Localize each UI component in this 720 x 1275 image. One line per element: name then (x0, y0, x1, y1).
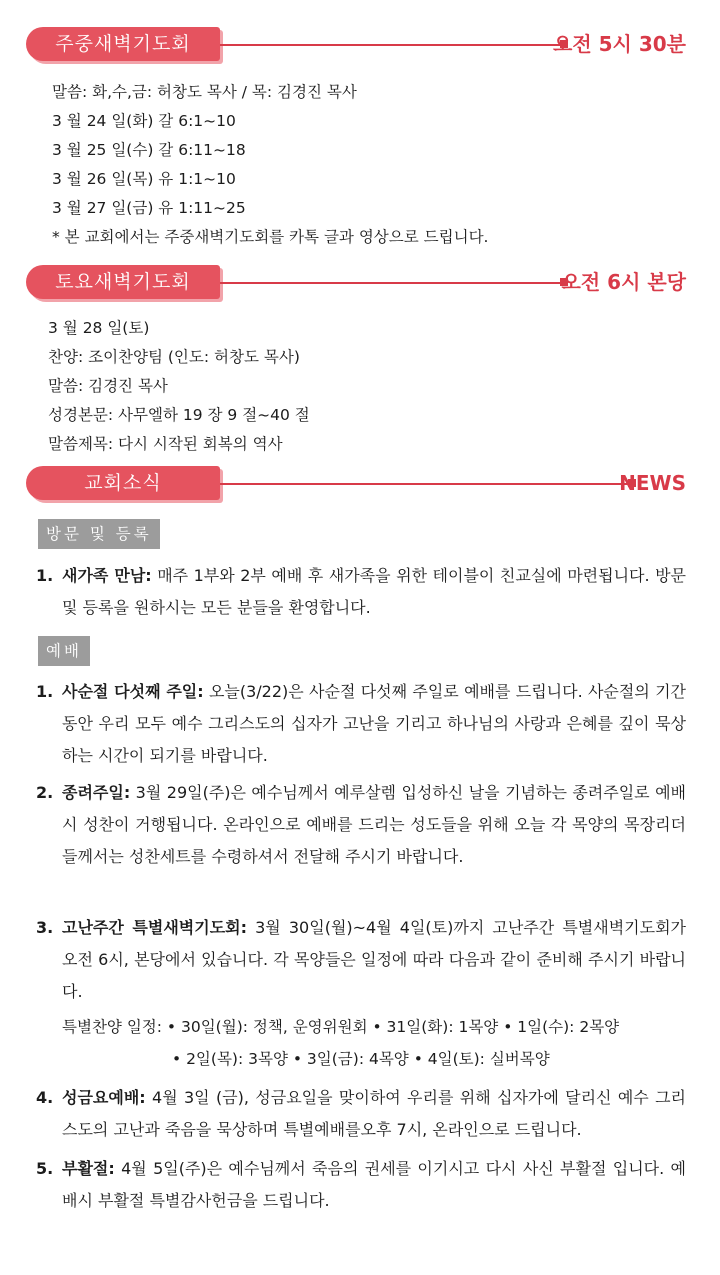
saturday-prayer-title: 토요새벽기도회 (26, 265, 220, 299)
item-lead: 고난주간 특별새벽기도회: (62, 918, 248, 937)
weekday-line: 3 월 26 일(목) 유 1:1~10 (52, 170, 236, 188)
news-item-holy-week-prayer (36, 912, 686, 1008)
saturday-line: 3 월 28 일(토) (48, 319, 150, 337)
item-number: 3. (36, 918, 54, 937)
item-text: 오늘(3/22)은 사순절 다섯째 주일로 예배를 드립니다. 사순절의 기간 동안 우리 모두 예수 그리스도의 십자가 고난을 기리고 하나님의 사랑과 은혜를 깊이 묵상하는 시간이 되기를 바랍니다. (62, 682, 687, 765)
item-lead: 부활절: (62, 1159, 115, 1178)
church-news-title: 교회소식 (26, 466, 220, 500)
item-number: 2. (36, 783, 54, 802)
news-item-palm-sunday (36, 777, 686, 873)
header-rule (220, 282, 560, 284)
item-text: 3월 29일(주)은 예수님께서 예루살렘 입성하신 날을 기념하는 종려주일로 예배 시 성찬이 거행됩니다. 온라인으로 예배를 드리는 성도들을 위해 오늘 각 목양의 목장리더들께서는 성찬세트를 수령하셔서 전달해 주시기 바랍니다. (62, 783, 686, 866)
weekday-line: 3 월 27 일(금) 유 1:11~25 (52, 199, 246, 217)
saturday-line: 말씀: 김경진 목사 (48, 377, 168, 395)
special-praise-schedule-line1: 특별찬양 일정: • 30일(월): 정책, 운영위원회 • 31일(화): 1목양 • 1일(수): 2목양 (62, 1018, 620, 1036)
news-item-easter (36, 1153, 686, 1217)
item-text: 3월 30일(월)~4월 4일(토)까지 고난주간 특별새벽기도회가 오전 6시, 본당에서 있습니다. 각 목양들은 일정에 따라 다음과 같이 준비해 주시기 바랍니다. (62, 918, 686, 1001)
saturday-line: 성경본문: 사무엘하 19 장 9 절~40 절 (48, 406, 310, 424)
weekday-prayer-title: 주중새벽기도회 (26, 27, 220, 61)
saturday-line: 말씀제목: 다시 시작된 회복의 역사 (48, 435, 283, 453)
news-label: NEWS (619, 471, 686, 495)
news-item-lent-sunday (36, 676, 686, 772)
saturday-prayer-time: 오전 6시 본당 (561, 270, 686, 294)
item-number: 1. (36, 566, 54, 585)
header-rule (220, 44, 560, 46)
item-lead: 사순절 다섯째 주일: (62, 682, 204, 701)
weekday-line: 3 월 24 일(화) 갈 6:1~10 (52, 112, 236, 130)
visit-registration-tag: 방문 및 등록 (38, 519, 160, 549)
item-number: 4. (36, 1088, 54, 1107)
item-lead: 종려주일: (62, 783, 131, 802)
item-number: 1. (36, 682, 54, 701)
item-lead: 새가족 만남: (62, 566, 152, 585)
weekday-prayer-header (26, 27, 686, 61)
weekday-line: 3 월 25 일(수) 갈 6:11~18 (52, 141, 246, 159)
news-item-good-friday (36, 1082, 686, 1146)
item-text: 4월 3일 (금), 성금요일을 맞이하여 우리를 위해 십자가에 달리신 예수 그리스도의 고난과 죽음을 묵상하며 특별예배를오후 7시, 온라인으로 드립니다. (62, 1088, 686, 1139)
item-text: 매주 1부와 2부 예배 후 새가족을 위한 테이블이 친교실에 마련됩니다. 방문 및 등록을 원하시는 모든 분들을 환영합니다. (62, 566, 687, 617)
special-praise-schedule-line2: • 2일(목): 3목양 • 3일(금): 4목양 • 4일(토): 실버목양 (172, 1050, 550, 1068)
header-rule (220, 483, 630, 485)
weekday-note: * 본 교회에서는 주중새벽기도회를 카톡 글과 영상으로 드립니다. (52, 228, 489, 246)
worship-tag: 예배 (38, 636, 90, 666)
weekday-prayer-time: 오전 5시 30분 (553, 32, 686, 56)
saturday-line: 찬양: 조이찬양팀 (인도: 허창도 목사) (48, 348, 300, 366)
news-item-new-family (36, 560, 686, 624)
saturday-prayer-header (26, 265, 686, 299)
church-news-header (26, 466, 686, 500)
item-text: 4월 5일(주)은 예수님께서 죽음의 권세를 이기시고 다시 사신 부활절 입니다. 예배시 부활절 특별감사헌금을 드립니다. (62, 1159, 686, 1210)
item-number: 5. (36, 1159, 54, 1178)
item-lead: 성금요예배: (62, 1088, 146, 1107)
weekday-line: 말씀: 화,수,금: 허창도 목사 / 목: 김경진 목사 (52, 83, 357, 101)
